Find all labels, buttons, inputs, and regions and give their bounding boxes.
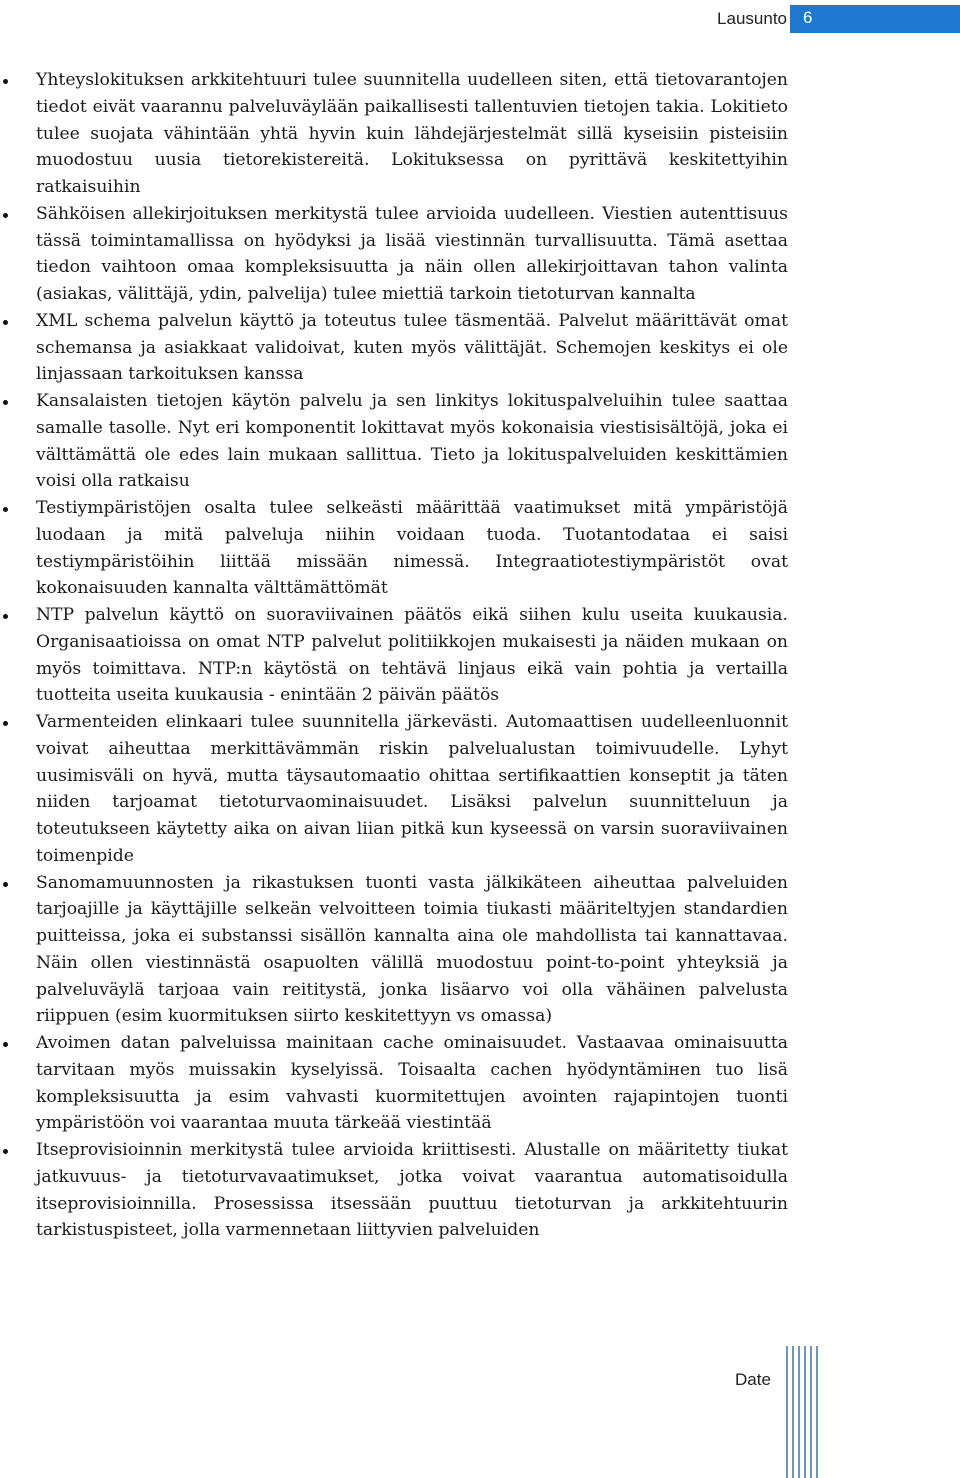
bullet-icon: [3, 721, 8, 726]
list-item-text: Sanomamuunnosten ja rikastuksen tuonti vasta jälkikäteen aiheuttaa palveluiden tarjoajille ja käyttäjille selkeän velvoitteen toimia tiukasti määriteltyjen standardien puitteissa, joka ei substanssi sisällön kannalta aina ole mahdollista tai kannattavaa. Näin ollen viestinnästä osapuolten välillä muodostuu point-to-point yhteyksiä ja palveluväylä tarjoaa vain reititystä, jonka lisäarvo voi olla vähäinen palvelusta riippuen (esim kuormituksen siirto keskitettyyn vs omassa): [36, 872, 788, 1027]
list-item: [0, 870, 788, 1031]
list-item-text: Sähköisen allekirjoituksen merkitystä tulee arvioida uudelleen. Viestien autenttisuus tässä toimintamallissa on hyödyksi ja lisää viestinnän turvallisuutta. Tämä asettaa tiedon vaihtoon omaa kompleksisuutta ja näin ollen allekirjoittavan tahon valinta (asiakas, välittäjä, ydin, palvelija) tulee miettiä tarkoin tietoturvan kannalta: [36, 203, 788, 304]
list-item-text: Itseprovisioinnin merkitystä tulee arvioida kriittisesti. Alustalle on määritetty tiukat jatkuvuus- ja tietoturvavaatimukset, jotka voivat vaarantua automatisoidulla itseprovisioinnilla. Prosessissa itsessään puuttuu tietoturvan ja arkkitehtuurin tarkistuspisteet, jolla varmennetaan liittyvien palveluiden: [36, 1140, 788, 1241]
bullet-icon: [3, 614, 8, 619]
list-item: [0, 709, 788, 870]
bullet-icon: [3, 400, 8, 405]
list-item: [0, 67, 788, 201]
bullet-icon: [3, 213, 8, 218]
footer-decorative-lines: [786, 1346, 826, 1478]
page-number-box: [790, 5, 960, 33]
list-item: [0, 1030, 788, 1137]
list-item: [0, 602, 788, 709]
footer-date-label: Date: [735, 1370, 771, 1389]
list-item: [0, 388, 788, 495]
list-item-text: NTP palvelun käyttö on suoraviivainen päätös eikä siihen kulu useita kuukausia. Organisaatioissa on omat NTP palvelut politiikkojen mukaisesti ja näiden mukaan on myös toimittava. NTP:n käytöstä on tehtävä linjaus eikä vain pohtia ja vertailla tuotteita useita kuukausia - enintään 2 päivän päätös: [36, 605, 788, 706]
list-item-text: XML schema palvelun käyttö ja toteutus tulee täsmentää. Palvelut määrittävät omat schemansa ja asiakkaat validoivat, kuten myös välittäjät. Schemojen keskitys ei ole linjassaan tarkoituksen kanssa: [36, 310, 788, 385]
bullet-list: [0, 67, 960, 1244]
list-item: [0, 201, 788, 308]
list-item: [0, 308, 788, 388]
list-item: [0, 1137, 788, 1244]
document-type-label: Lausunto: [717, 9, 787, 28]
page-number: 6: [803, 8, 813, 27]
list-item-text: Varmenteiden elinkaari tulee suunnitella järkevästi. Automaattisen uudelleenluonnit voivat aiheuttaa merkittävämmän riskin palvelualustan toimivuudelle. Lyhyt uusimisväli on hyvä, mutta täysautomaatio ohittaa sertifikaattien konseptit ja täten niiden tarjoamat tietoturvaominaisuudet. Lisäksi palvelun suunnitteluun ja toteutukseen käytetty aika on aivan liian pitkä kun kyseessä on varsin suoraviivainen toimenpide: [36, 712, 788, 866]
list-item-text: Yhteyslokituksen arkkitehtuuri tulee suunnitella uudelleen siten, että tietovarantojen tiedot eivät vaarannu palveluväylään paikallisesti tallentuvien tietojen takia. Lokitieto tulee suojata vähintään yhtä hyvin kuin lähdejärjestelmät sillä kyseisiin pisteisiin muodostuu uusia tietorekistereitä. Lokituksessa on pyrittävä keskitettyihin ratkaisuihin: [36, 70, 788, 197]
bullet-icon: [3, 507, 8, 512]
list-item: [0, 495, 788, 602]
list-item-text: Kansalaisten tietojen käytön palvelu ja sen linkitys lokituspalveluihin tulee saattaa samalle tasolle. Nyt eri komponentit lokittavat myös kokonaisia viestisisältöjä, joka ei välttämättä ole edes lain mukaan sallittua. Tieto ja lokituspalveluiden keskittämien voisi olla ratkaisu: [36, 391, 788, 492]
list-item-text: Testiympäristöjen osalta tulee selkeästi määrittää vaatimukset mitä ympäristöjä luodaan ja mitä palveluja niihin voidaan tuoda. Tuotantodataa ei saisi testiympäristöihin liittää missään nimessä. Integraatiotestiympäristöt ovat kokonaisuuden kannalta välttämättömät: [36, 498, 788, 599]
bullet-icon: [3, 1042, 8, 1047]
list-item-text: Avoimen datan palveluissa mainitaan cache ominaisuudet. Vastaavaa ominaisuutta tarvitaan myös muissakin kyselyissä. Toisaalta cachen hyödyntämінen tuo lisä kompleksisuutta ja esim vahvasti kuormitettujen avointen rajapintojen tuonti ympäristöön voi vaarantaa muuta tärkeää viestintää: [36, 1033, 788, 1134]
bullet-icon: [3, 79, 8, 84]
bullet-icon: [3, 1149, 8, 1154]
bullet-icon: [3, 882, 8, 887]
bullet-icon: [3, 320, 8, 325]
document-body: [0, 67, 960, 1244]
